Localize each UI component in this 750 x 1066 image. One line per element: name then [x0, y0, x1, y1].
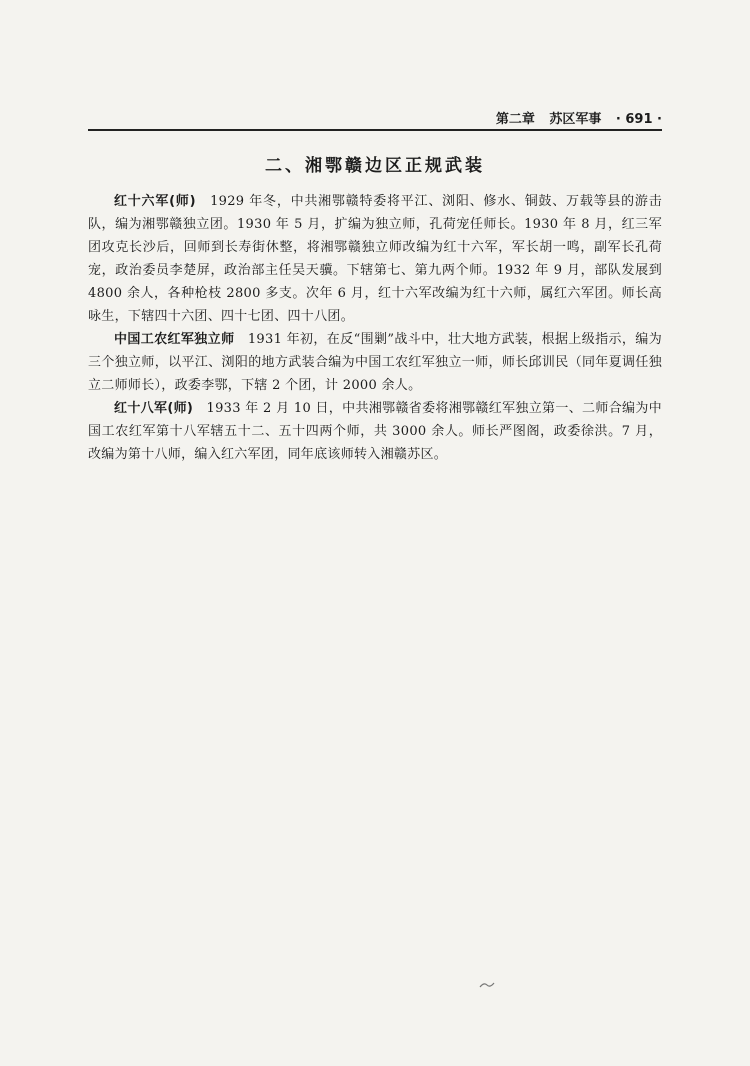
paragraph-text: 1931 年初，在反“围剿”战斗中，壮大地方武装，根据上级指示，编为三个独立师，以平江、浏阳的地方武装合编为中国工农红军独立一师，师长邱训民（同年夏调任独立二师师长），政委李鄂，下辖 2 个团，计 2000 余人。	[88, 332, 662, 393]
term-red-18th-army: 红十八军(师)	[114, 401, 194, 416]
term-red-16th-army: 红十六军(师)	[114, 194, 196, 209]
term-independent-division: 中国工农红军独立师	[114, 332, 235, 347]
paragraph-text: 1929 年冬，中共湘鄂赣特委将平江、浏阳、修水、铜鼓、万载等县的游击队，编为湘鄂赣独立团。1930 年 5 月，扩编为独立师，孔荷宠任师长。1930 年 8 月，红三军团攻克长沙后，回师到长寿街休整，将湘鄂赣独立师改编为红十六军，军长胡一鸣，副军长孔荷宠，政治委员李楚屏，政治部主任吴天骥。下辖第七、第九两个师。1932 年 9 月，部队发展到 4800 余人，各种枪枝 2800 多支。次年 6 月，红十六军改编为红十六师，属红六军团。师长高咏生，下辖四十六团、四十七团、四十八团。	[88, 194, 662, 324]
header-chapter: 第二章	[495, 112, 535, 127]
paragraph-text: 1933 年 2 月 10 日，中共湘鄂赣省委将湘鄂赣红军独立第一、二师合编为中国工农红军第十八军辖五十二、五十四两个师，共 3000 余人。师长严图阁，政委徐洪。7 月，改编为第十八师，编入红六军团，同年底该师转入湘赣苏区。	[88, 401, 662, 462]
header-chapter-title: 苏区军事	[549, 112, 602, 127]
page-number: · 691 ·	[615, 112, 662, 127]
paragraph-red-18th-army	[88, 397, 662, 466]
section-title	[88, 478, 662, 508]
page-body	[88, 146, 662, 522]
paragraph-independent-division	[88, 328, 662, 397]
scan-smudge-mark	[478, 980, 496, 990]
header-rule	[88, 129, 662, 131]
heading-regular-forces: 二、湘鄂赣边区正规武装	[265, 156, 485, 176]
paragraph-red-16th-army	[88, 190, 662, 328]
running-header	[88, 108, 662, 128]
